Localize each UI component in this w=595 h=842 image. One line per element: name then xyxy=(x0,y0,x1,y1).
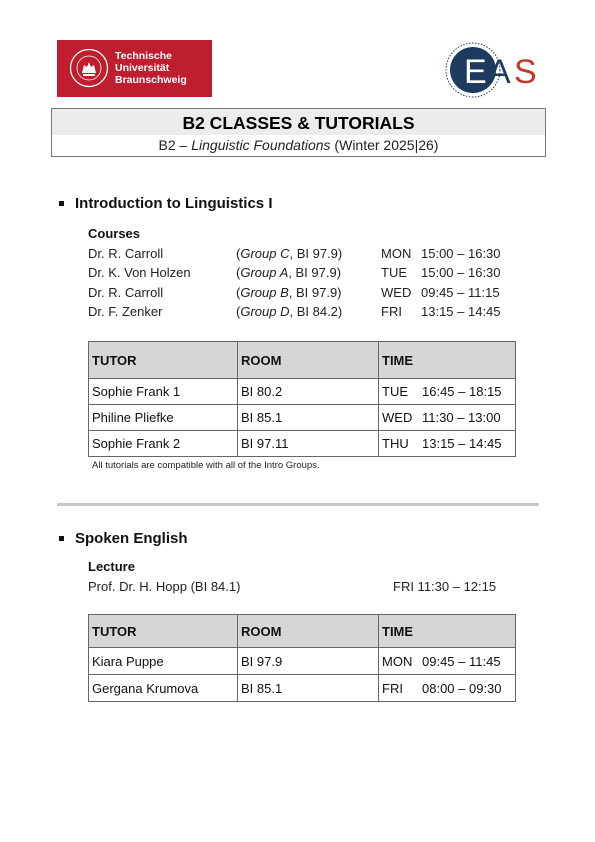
section-heading-intro: Introduction to Linguistics I xyxy=(75,195,273,212)
column-header-tutor: TUTOR xyxy=(89,342,238,379)
course-time: 15:00 – 16:30 xyxy=(421,246,501,261)
course-time: 13:15 – 14:45 xyxy=(421,304,501,319)
course-group: (Group D, BI 84.2) xyxy=(236,304,343,319)
subtitle-course: Linguistic Foundations xyxy=(191,137,331,153)
course-day: MON xyxy=(381,246,412,261)
course-group: (Group B, BI 97.9) xyxy=(236,285,342,300)
course-day: FRI xyxy=(381,304,402,319)
time-cell: MON 09:45 – 11:45 xyxy=(379,648,516,675)
room-cell: BI 97.9 xyxy=(238,648,379,675)
tutor-cell: Sophie Frank 1 xyxy=(89,379,238,405)
tu-wordmark xyxy=(115,50,187,86)
subtitle-prefix: B2 – xyxy=(158,137,192,153)
course-group: (Group A, BI 97.9) xyxy=(236,265,342,280)
course-time: 09:45 – 11:15 xyxy=(421,285,500,300)
tu-braunschweig-logo xyxy=(57,40,212,97)
lecture-time: FRI 11:30 – 12:15 xyxy=(393,579,497,594)
page-title: B2 CLASSES & TUTORIALS xyxy=(182,113,415,133)
table-row xyxy=(89,405,516,431)
table-row xyxy=(89,379,516,405)
tutor-cell: Kiara Puppe xyxy=(89,648,238,675)
column-header-time: TIME xyxy=(379,615,516,648)
eas-logo xyxy=(444,40,544,100)
time-cell: THU 13:15 – 14:45 xyxy=(379,431,516,457)
room-cell: BI 97.11 xyxy=(238,431,379,457)
time-cell: FRI 08:00 – 09:30 xyxy=(379,675,516,702)
room-cell: BI 80.2 xyxy=(238,379,379,405)
lecture-info: Prof. Dr. H. Hopp (BI 84.1) xyxy=(88,579,241,594)
svg-text:E: E xyxy=(464,53,487,91)
course-lecturer: Dr. K. Von Holzen xyxy=(88,265,191,280)
room-cell: BI 85.1 xyxy=(238,675,379,702)
tutor-cell: Sophie Frank 2 xyxy=(89,431,238,457)
bullet-icon xyxy=(59,536,64,541)
tutor-cell: Gergana Krumova xyxy=(89,675,238,702)
course-lecturer: Dr. R. Carroll xyxy=(88,285,164,300)
tu-line-3: Braunschweig xyxy=(115,74,187,86)
svg-text:S: S xyxy=(514,53,537,91)
lecture-label: Lecture xyxy=(88,559,135,574)
courses-label: Courses xyxy=(88,226,141,241)
course-day: WED xyxy=(381,285,412,300)
section-divider xyxy=(57,503,539,506)
page-subtitle xyxy=(52,137,545,153)
table-row xyxy=(89,431,516,457)
course-group: (Group C, BI 97.9) xyxy=(236,246,343,261)
table-row xyxy=(89,648,516,675)
course-time: 15:00 – 16:30 xyxy=(421,265,501,280)
course-lecturer: Dr. R. Carroll xyxy=(88,246,164,261)
column-header-room: ROOM xyxy=(238,615,379,648)
tu-seal-icon xyxy=(69,48,109,88)
table-header-row xyxy=(89,342,516,379)
table-header-row xyxy=(89,615,516,648)
bullet-icon xyxy=(59,201,64,206)
course-day: TUE xyxy=(381,265,407,280)
column-header-room: ROOM xyxy=(238,342,379,379)
tu-line-2: Universität xyxy=(115,62,170,74)
table-row xyxy=(89,675,516,702)
tutor-cell: Philine Pliefke xyxy=(89,405,238,431)
room-cell: BI 85.1 xyxy=(238,405,379,431)
tu-line-1: Technische xyxy=(115,50,172,62)
spoken-tutorial-table xyxy=(88,614,516,702)
column-header-time: TIME xyxy=(379,342,516,379)
time-cell: TUE 16:45 – 18:15 xyxy=(379,379,516,405)
intro-tutorial-table xyxy=(88,341,516,457)
column-header-tutor: TUTOR xyxy=(89,615,238,648)
subtitle-term: (Winter 2025|26) xyxy=(330,137,439,153)
title-box xyxy=(51,108,546,157)
tutorial-note: All tutorials are compatible with all of the Intro Groups. xyxy=(92,460,320,471)
section-heading-spoken: Spoken English xyxy=(75,530,188,547)
course-lecturer: Dr. F. Zenker xyxy=(88,304,163,319)
time-cell: WED 11:30 – 13:00 xyxy=(379,405,516,431)
svg-text:A: A xyxy=(488,53,511,91)
